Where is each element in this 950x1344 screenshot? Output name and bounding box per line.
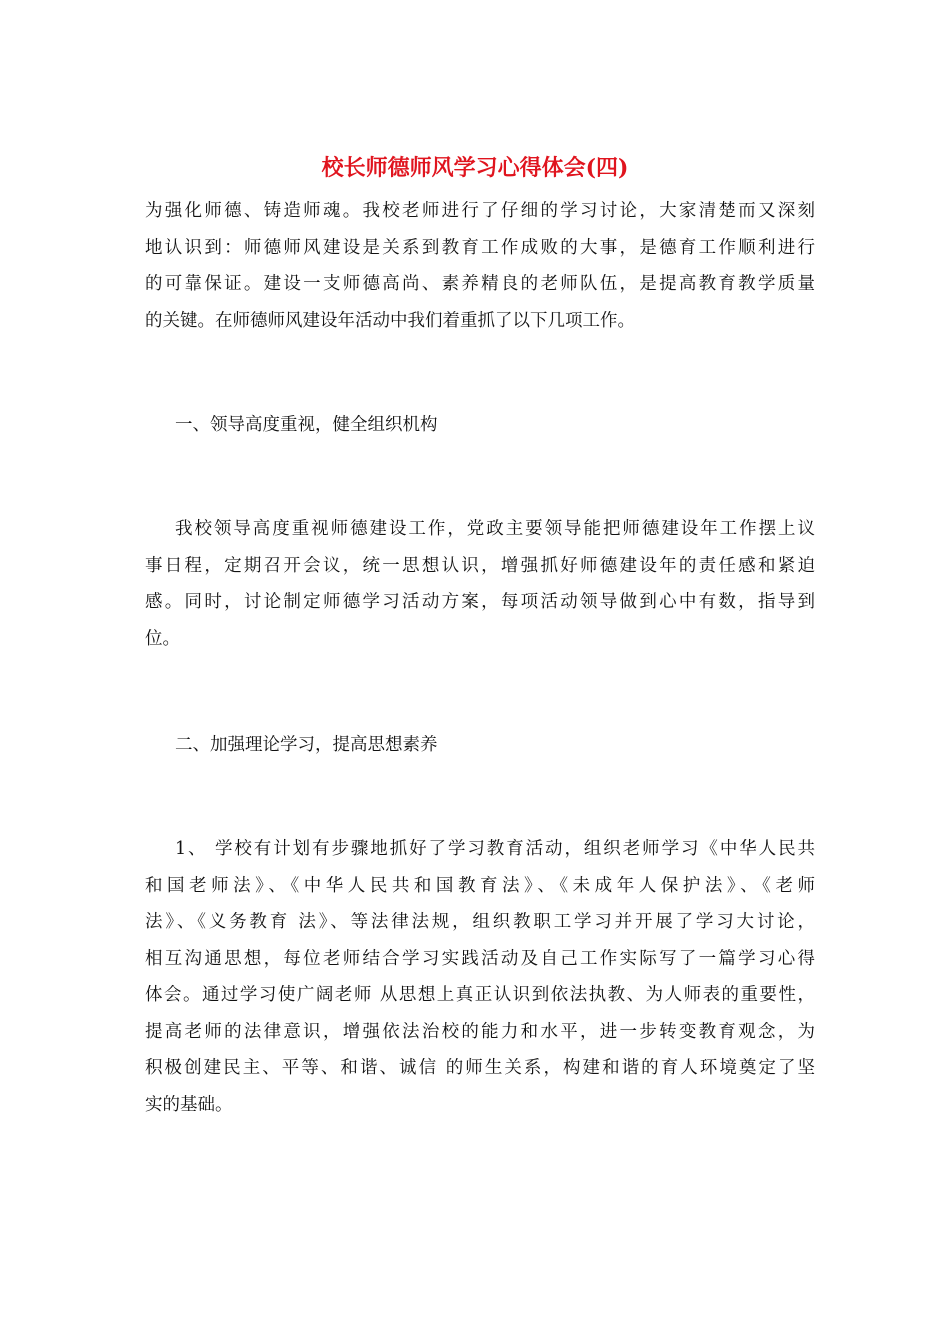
section-heading-2: 二、加强理论学习，提高思想素养 [175,735,438,755]
paragraph-line: 1、 学校有计划有步骤地抓好了学习教育活动，组织老师学习《中华人民共 [175,839,815,859]
paragraph-line: 我校领导高度重视师德建设工作，党政主要领导能把师德建设年工作摆上议 [175,519,815,539]
paragraph-line: 实的基础。 [145,1094,233,1115]
intro-line: 的关键。在师德师风建设年活动中我们着重抓了以下几项工作。 [145,310,635,331]
intro-line: 的可靠保证。建设一支师德高尚、素养精良的老师队伍，是提高教育教学质量 [145,274,815,294]
paragraph-line: 提高老师的法律意识，增强依法治校的能力和水平，进一步转变教育观念，为 [145,1021,815,1042]
intro-paragraph [145,193,815,339]
paragraph-line: 积极创建民主、平等、和谐、诚信 的师生关系，构建和谐的育人环境奠定了坚 [145,1058,815,1078]
paragraph-line: 事日程，定期召开会议，统一思想认识，增强抓好师德建设年的责任感和紧迫 [145,555,815,576]
paragraph-line: 法》、《义务教育 法》、等法律法规，组织教职工学习并开展了学习大讨论， [145,912,815,932]
intro-line: 地认识到：师德师风建设是关系到教育工作成败的大事，是德育工作顺利进行 [145,237,815,258]
section1-paragraph [145,511,815,657]
intro-line: 为强化师德、铸造师魂。我校老师进行了仔细的学习讨论，大家清楚而又深刻 [145,201,815,221]
paragraph-line: 体会。通过学习使广阔老师 从思想上真正认识到依法执教、为人师表的重要性， [145,985,815,1005]
paragraph-line: 位。 [145,628,180,649]
section-heading-1: 一、领导高度重视，健全组织机构 [175,415,438,435]
paragraph-line: 和国老师法》、《中华人民共和国教育法》、《未成年人保护法》、《老师 [145,875,815,896]
paragraph-line: 相互沟通思想，每位老师结合学习实践活动及自己工作实际写了一篇学习心得 [145,948,815,969]
paragraph-line: 感。同时，讨论制定师德学习活动方案，每项活动领导做到心中有数，指导到 [145,592,815,612]
page-title: 校长师德师风学习心得体会(四) [321,155,629,181]
section2-item1-paragraph [145,831,815,1123]
